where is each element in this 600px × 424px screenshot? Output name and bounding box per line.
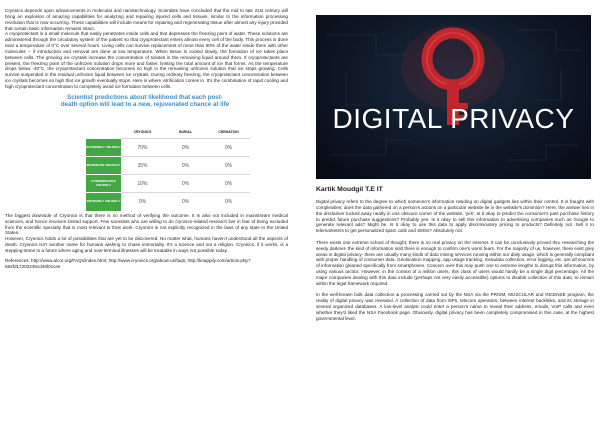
digital-privacy-banner	[316, 15, 591, 179]
figure-title: Scientist predictions about likelihood that each post-death option will lead to a new, rejuvenated chance at life	[60, 93, 230, 109]
row-label: EXTREMELY UNLIKELY	[86, 139, 121, 157]
table-row	[86, 157, 250, 175]
table-cell: 10%	[121, 175, 164, 193]
predictions-figure	[5, 92, 288, 210]
table-row	[86, 139, 250, 157]
banner-title: DIGITAL PRIVACY	[332, 103, 575, 134]
column-header: CRYONICS	[121, 125, 164, 139]
table-cell: 70%	[121, 139, 164, 157]
digital-privacy-article	[316, 186, 594, 322]
column-header: CREMATION	[207, 125, 250, 139]
table-header-row	[86, 125, 250, 139]
cryonics-conclusion	[5, 213, 288, 254]
table-cell: 0%	[207, 139, 250, 157]
table-cell: 0%	[164, 139, 207, 157]
paragraph: There exists one extreme school of thought; there is no real privacy on the Internet. It can be conclusively proved thru researching the seedy darknet- the kind of information sold there is enough to confirm one's worst fears. For the majority of us, however, there exist grey areas in digital privacy- there are usually many kinds of data mining services running within our daily usage, which is generally compliant with proper handling of consumer data. Geolocation mapping, app usage tracking, metadata collection, error logging, etc. are all sources of information gleaned specifically from smartphones. Concern over this may push one to extreme lengths to disrupt this information, by using various tactics. However, in the context of a million users, this class of users would hardly be a single digit percentage. All the major companies dealing with this data include (perhaps not very easily accessible) options to disable collection of this data, to remain within the legal framework required.	[316, 239, 594, 286]
row-label: MODERATE UNLIKELY	[86, 157, 121, 175]
row-label: PROBABLY UNLIKELY	[86, 193, 121, 211]
table-row	[86, 193, 250, 211]
author-byline: Kartik Moudgil T.E IT	[316, 186, 383, 193]
table-cell: 0%	[164, 175, 207, 193]
paragraph: In the well-known bulk data collection & processing carried out by the NSA via the PRISM, MUSCULAR and INCENSE program, the reality of digital privacy was revealed. A collection of data from ISPs, telecom operators, between internet backlinks, and its storage in several organized databases. A low-level analyst could enter a person's name to reveal their address, emails, VoIP calls and even whether they'd liked the NSA Facebook page. Obviously, digital privacy has been completely compromised in this case, at the highest governmental level.	[316, 292, 594, 321]
cryonics-intro	[5, 8, 288, 90]
paragraph: The biggest downside of Cryonics is that there is no method of verifying the outcome. It is also not included in mainstream medical sciences, and hence receives limited support. Few scientists who are willing to do cryonics-related research live in fear of being excluded from the scientific specialty that is most relevant to their work. Cryonics is not explicitly recognized in the laws of any state in the United States.	[5, 212, 288, 236]
table-cell: 0%	[121, 193, 164, 211]
table-cell: 35%	[121, 157, 164, 175]
table-row	[86, 175, 250, 193]
row-label: CONSIDERABLE UNLIKELY	[86, 175, 121, 193]
paragraph: Cryonics depends upon advancements in molecular and nanotechnology. Scientists have concluded that the mid to late 21st century will bring an explosion of amazing capabilities for analyzing and repairing injured cells and tissues, similar to the information processing revolution that is now occurring. These capabilities will include means for repairing and regenerating tissue after almost any injury provided that certain basic information remains intact.	[5, 8, 288, 31]
paragraph: A cryoprotectant is a small molecule that easily penetrates inside cells and that depresses the freezing point of water. These solutions are administered through the circulatory system of the patient so that cryoprotectant enters almost every cell of the body. This process is done near a temperature of 0°C over several hours. Living cells can survive replacement of more than 50% of the water inside them with other molecules -- if introduction and removal are done at low temperature. When tissue is cooled slowly, the formation of ice takes place between cells. The growing ice crystals increase the concentration of solutes in the remaining liquid around them. If cryoprotectants are present, the freezing point of the unfrozen solution drops more and faster, limiting the total amount of ice that forms. As the temperature drops below -40°C, the cryoprotectant concentration becomes so high in the remaining unfrozen solution that ice stops growing. Cells survive suspended in the residual unfrozen liquid between ice crystals. During ordinary freezing, the cryoprotectant concentration between ice crystals becomes so high that ice growth eventually stops. Here is where vitrification comes in. It's the combination of rapid cooling and high cryoprotectant concentration to completely avoid ice formation between cells.	[5, 31, 288, 89]
table-cell: 0%	[207, 157, 250, 175]
table-header-corner	[86, 125, 121, 139]
references: References: http://www.alcor.org/FAQs/index.html; http://www.cryonics.org/about-us/faqs; http://knappily.com/article.php?582fd17202236cd46f0ccee	[5, 257, 251, 269]
table-cell: 0%	[164, 157, 207, 175]
keyhole-icon	[316, 15, 591, 179]
paragraph: However, Cryonics holds a lot of possibilities that are yet to be discovered. No matter what, humans haven't understood all the aspects of death. Cryonics isn't another name for humans wishing to chase immortality. It's a science and not a religion. Cryonics, if it works, is a stepping-stone to a future where aging and now-terminal illnesses will be treatable in ways not possible today.	[5, 236, 288, 253]
table-cell: 0%	[207, 175, 250, 193]
table-cell: 0%	[164, 193, 207, 211]
column-header: BURIAL	[164, 125, 207, 139]
cryonics-article	[5, 8, 288, 269]
predictions-table	[86, 125, 250, 211]
paragraph: Digital privacy refers to the degree to which someone's information residing on digital gadgets lies within their control. It is fraught with complexities; does the data gathered on a person's actions on a particular website lie in the website's dominion? Here, the answer lies in the disclaimer tucked away neatly in one obscure corner of the website, 'yes'. Is it okay to predict the consumer's past purchase history to predict future purchase suggestions? Probably yes. Is it okay to sell this information to advertising companies such as Google to generate relevant ads? Might be. Is it okay to use this data to apply discriminatory pricing to products? Definitely not. Sell it to telemarketers to get personalized spam calls and SMSs? Absolutely not.	[316, 199, 594, 234]
table-cell: 0%	[207, 193, 250, 211]
